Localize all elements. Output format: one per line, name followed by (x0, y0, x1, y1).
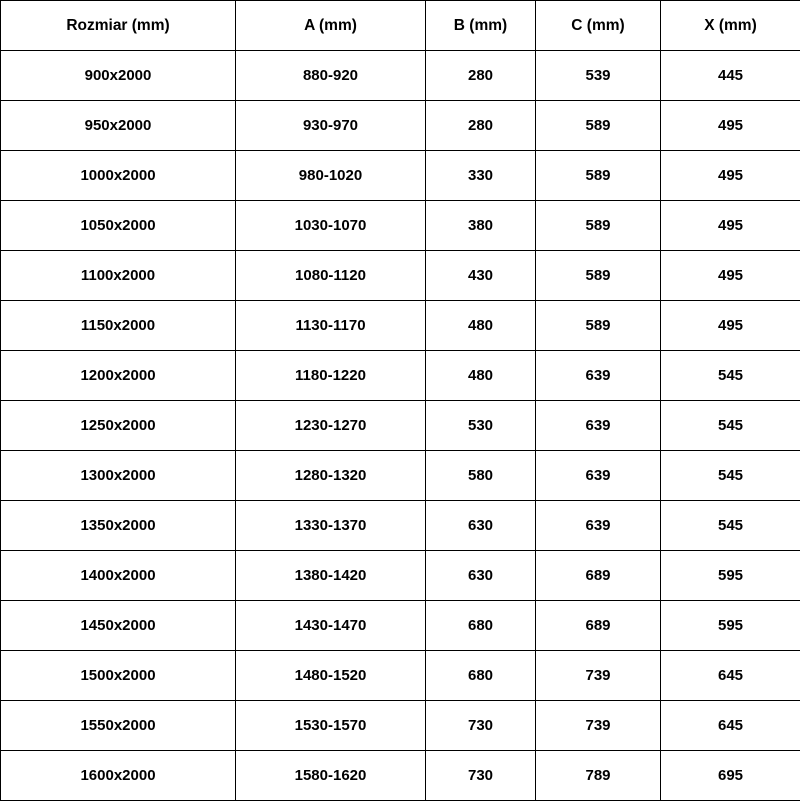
table-row (1, 651, 800, 701)
cell-rozmiar: 1050x2000 (1, 201, 236, 251)
column-header-a: A (mm) (236, 1, 426, 51)
cell-a: 1280-1320 (236, 451, 426, 501)
cell-a: 1530-1570 (236, 701, 426, 751)
cell-a: 980-1020 (236, 151, 426, 201)
cell-c: 589 (536, 151, 661, 201)
cell-a: 1230-1270 (236, 401, 426, 451)
cell-c: 589 (536, 201, 661, 251)
cell-b: 380 (426, 201, 536, 251)
cell-x: 495 (661, 251, 800, 301)
cell-b: 530 (426, 401, 536, 451)
table-row (1, 51, 800, 101)
cell-a: 880-920 (236, 51, 426, 101)
cell-x: 445 (661, 51, 800, 101)
cell-b: 730 (426, 751, 536, 801)
cell-b: 730 (426, 701, 536, 751)
cell-a: 930-970 (236, 101, 426, 151)
table-row (1, 501, 800, 551)
column-header-x: X (mm) (661, 1, 800, 51)
cell-b: 280 (426, 101, 536, 151)
cell-a: 1330-1370 (236, 501, 426, 551)
cell-b: 580 (426, 451, 536, 501)
cell-c: 589 (536, 101, 661, 151)
cell-b: 330 (426, 151, 536, 201)
cell-rozmiar: 1450x2000 (1, 601, 236, 651)
cell-a: 1380-1420 (236, 551, 426, 601)
cell-rozmiar: 950x2000 (1, 101, 236, 151)
cell-c: 639 (536, 351, 661, 401)
cell-rozmiar: 1000x2000 (1, 151, 236, 201)
cell-a: 1080-1120 (236, 251, 426, 301)
table-header-row (1, 1, 800, 51)
cell-c: 739 (536, 651, 661, 701)
cell-c: 689 (536, 601, 661, 651)
cell-c: 589 (536, 301, 661, 351)
cell-b: 480 (426, 301, 536, 351)
cell-x: 595 (661, 551, 800, 601)
cell-x: 495 (661, 101, 800, 151)
cell-b: 430 (426, 251, 536, 301)
cell-rozmiar: 900x2000 (1, 51, 236, 101)
cell-a: 1030-1070 (236, 201, 426, 251)
column-header-b: B (mm) (426, 1, 536, 51)
cell-x: 495 (661, 201, 800, 251)
cell-c: 539 (536, 51, 661, 101)
cell-b: 630 (426, 551, 536, 601)
column-header-rozmiar: Rozmiar (mm) (1, 1, 236, 51)
cell-b: 680 (426, 601, 536, 651)
cell-b: 480 (426, 351, 536, 401)
table-row (1, 451, 800, 501)
cell-a: 1480-1520 (236, 651, 426, 701)
cell-x: 645 (661, 651, 800, 701)
table-row (1, 401, 800, 451)
cell-rozmiar: 1550x2000 (1, 701, 236, 751)
cell-x: 645 (661, 701, 800, 751)
table-row (1, 151, 800, 201)
table-body (1, 51, 800, 801)
table-row (1, 601, 800, 651)
table-row (1, 751, 800, 801)
cell-rozmiar: 1150x2000 (1, 301, 236, 351)
table-row (1, 551, 800, 601)
cell-x: 545 (661, 501, 800, 551)
cell-c: 639 (536, 501, 661, 551)
cell-rozmiar: 1350x2000 (1, 501, 236, 551)
cell-a: 1580-1620 (236, 751, 426, 801)
cell-x: 595 (661, 601, 800, 651)
cell-rozmiar: 1250x2000 (1, 401, 236, 451)
cell-c: 589 (536, 251, 661, 301)
cell-b: 630 (426, 501, 536, 551)
cell-b: 280 (426, 51, 536, 101)
table-row (1, 101, 800, 151)
cell-rozmiar: 1300x2000 (1, 451, 236, 501)
cell-x: 545 (661, 451, 800, 501)
cell-c: 789 (536, 751, 661, 801)
table-row (1, 201, 800, 251)
cell-c: 639 (536, 401, 661, 451)
table-header (1, 1, 800, 51)
cell-c: 689 (536, 551, 661, 601)
cell-b: 680 (426, 651, 536, 701)
cell-rozmiar: 1200x2000 (1, 351, 236, 401)
cell-rozmiar: 1600x2000 (1, 751, 236, 801)
cell-rozmiar: 1100x2000 (1, 251, 236, 301)
cell-x: 695 (661, 751, 800, 801)
cell-a: 1180-1220 (236, 351, 426, 401)
table-row (1, 701, 800, 751)
cell-c: 739 (536, 701, 661, 751)
cell-c: 639 (536, 451, 661, 501)
cell-x: 495 (661, 151, 800, 201)
cell-a: 1130-1170 (236, 301, 426, 351)
cell-x: 495 (661, 301, 800, 351)
cell-rozmiar: 1500x2000 (1, 651, 236, 701)
table-row (1, 351, 800, 401)
cell-x: 545 (661, 351, 800, 401)
table-row (1, 251, 800, 301)
cell-rozmiar: 1400x2000 (1, 551, 236, 601)
column-header-c: C (mm) (536, 1, 661, 51)
cell-a: 1430-1470 (236, 601, 426, 651)
table-row (1, 301, 800, 351)
cell-x: 545 (661, 401, 800, 451)
